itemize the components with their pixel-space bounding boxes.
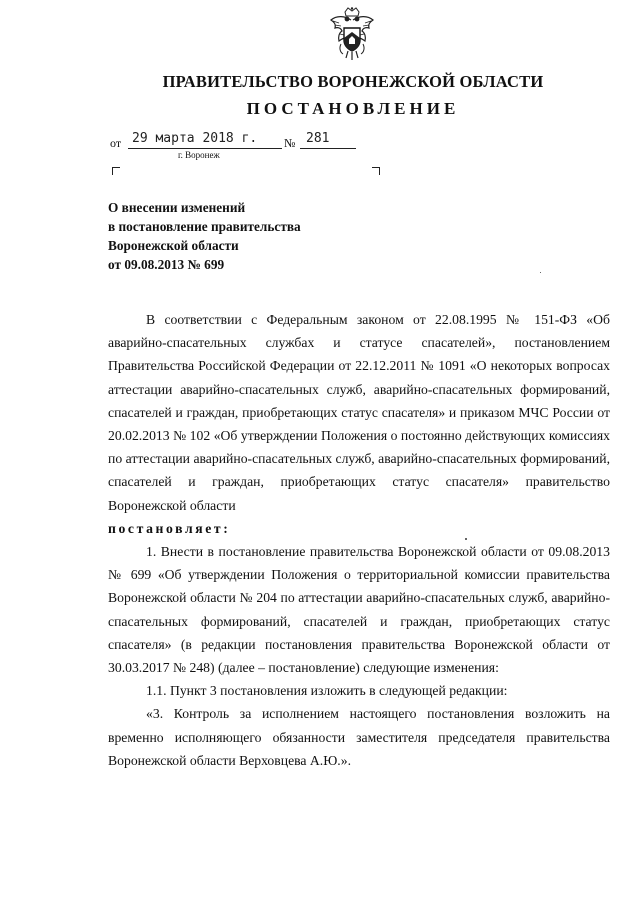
decrees-word: постановляет:	[108, 520, 231, 536]
subject-line: от 09.08.2013 № 699	[108, 257, 225, 272]
document-body	[108, 308, 610, 772]
subject-line: в постановление правительства	[108, 219, 301, 234]
coat-of-arms-icon	[327, 6, 377, 62]
document-subject	[108, 198, 301, 274]
scan-speck	[540, 272, 541, 273]
quoted-item-paragraph: «3. Контроль за исполнением настоящего постановления возложить на временно исполняющего обязанности заместителя председателя правительства Воронежской области Верховцева А.Ю.».	[108, 706, 610, 768]
subject-line: О внесении изменений	[108, 200, 246, 215]
date-from-label: от	[110, 136, 122, 150]
city-label: г. Воронеж	[178, 150, 220, 160]
subject-bracket-left	[112, 167, 120, 175]
item-1-1-paragraph: 1.1. Пункт 3 постановления изложить в следующей редакции:	[146, 683, 508, 699]
date-underline	[128, 148, 282, 149]
number-underline	[300, 148, 356, 149]
item-1-paragraph: 1. Внести в постановление правительства Воронежской области от 09.08.2013 № 699 «Об утверждении Положения о территориальной комиссии правительства Воронежской области № 204 по аттестации аварийно-спасательных служб, аварийно-спасательных формирований, спасателей и граждан, приобретающих статус спасателя» (в редакции постановления правительства Воронежской области от 30.03.2017 № 248) (далее – постановление) следующие изменения:	[108, 544, 610, 676]
subject-bracket-right	[372, 167, 380, 175]
document-type: ПОСТАНОВЛЕНИЕ	[246, 99, 460, 118]
number-value: 281	[306, 131, 330, 146]
decrees-paragraph	[108, 517, 610, 540]
number-label: №	[284, 136, 296, 150]
government-title: ПРАВИТЕЛЬСТВО ВОРОНЕЖСКОЙ ОБЛАСТИ	[162, 72, 544, 91]
scan-speck	[465, 538, 467, 540]
subject-line: Воронежской области	[108, 238, 239, 253]
preamble-paragraph: В соответствии с Федеральным законом от 22.08.1995 № 151-ФЗ «Об аварийно-спасательных службах и статусе спасателей», постановлением Правительства Российской Федерации от 22.12.2011 № 1091 «О некоторых вопросах аттестации аварийно-спасательных служб, аварийно-спасательных формирований, спасателей и граждан, приобретающих статус спасателя» и приказом МЧС России от 20.02.2013 № 102 «Об утверждении Положения о постоянно действующих комиссиях по аттестации аварийно-спасательных служб, аварийно-спасательных формирований, спасателей и граждан, приобретающих статус спасателя» правительство Воронежской области	[108, 312, 610, 513]
date-value: 29 марта 2018 г.	[132, 131, 258, 146]
